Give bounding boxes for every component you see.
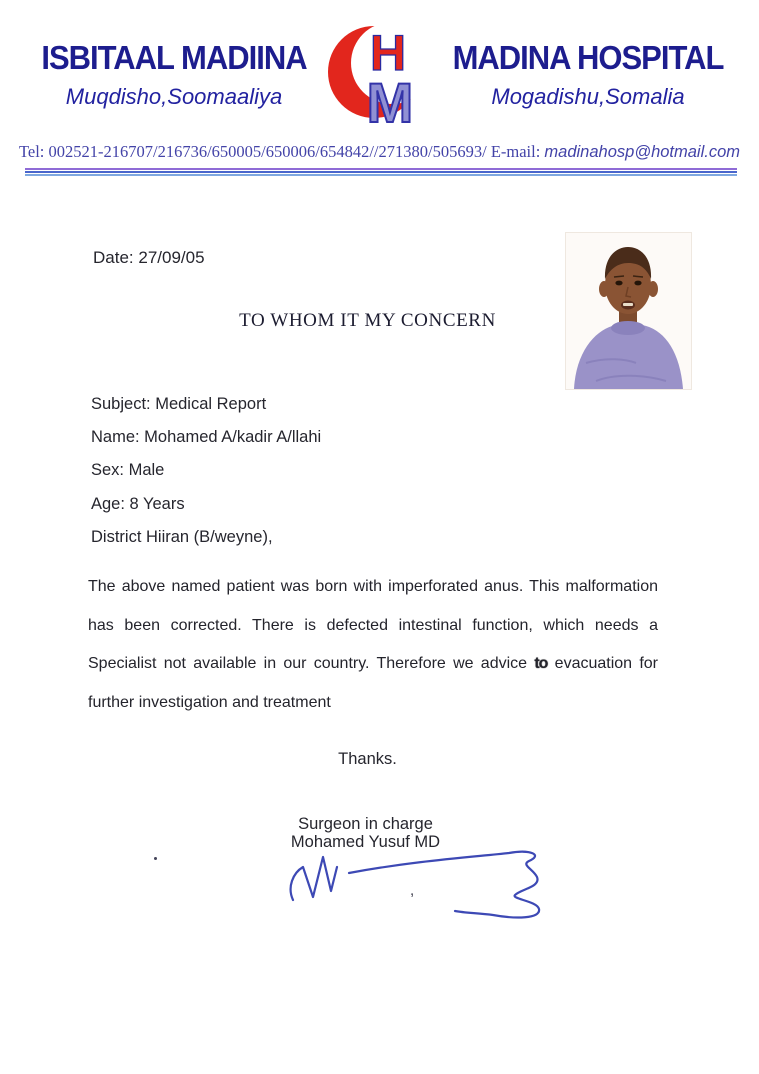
info-line: Age: 8 Years <box>91 494 185 513</box>
logo-letter-m: M <box>366 71 414 134</box>
email-address: madinahosp@hotmail.com <box>544 143 741 161</box>
signature-title: Surgeon in charge <box>298 815 433 833</box>
letterhead-left <box>28 40 320 110</box>
divider-line-3 <box>25 174 737 176</box>
info-line: Sex: Male <box>91 461 165 480</box>
hospital-city-somali: Muqdisho,Soomaaliya <box>65 84 283 109</box>
email-label: E-mail: <box>490 142 541 161</box>
signature-name: Mohamed Yusuf MD <box>290 833 441 851</box>
signature-ink-icon <box>283 845 565 940</box>
body-text-1: The above named patient was born with imperforated anus. This malformation has been corrected. There is defected intestinal function, which needs a Specialist not available in our country. Therefore we advice <box>88 578 658 673</box>
info-line: Name: Mohamed A/kadir A/llahi <box>91 428 322 447</box>
hospital-name-english: MADINA HOSPITAL <box>452 38 724 77</box>
report-body <box>88 568 658 722</box>
header-divider <box>25 168 737 176</box>
divider-line-1 <box>25 168 737 170</box>
tel-label: Tel: <box>18 142 45 161</box>
date-line <box>93 248 205 268</box>
hospital-name-somali: ISBITAAL MADIINA <box>41 38 307 77</box>
closing-thanks: Thanks. <box>338 750 397 768</box>
date-label: Date: <box>93 248 134 267</box>
scan-speck: , <box>410 882 415 899</box>
contact-line <box>0 142 759 162</box>
divider-line-2 <box>25 171 737 173</box>
date-value: 27/09/05 <box>138 248 205 267</box>
logo-letter-h: H <box>369 25 407 81</box>
crescent-hm-icon <box>318 6 442 138</box>
salutation: TO WHOM IT MY CONCERN <box>239 310 496 331</box>
hospital-logo <box>318 6 442 138</box>
letterhead-right <box>438 40 738 110</box>
tel-numbers: 002521-216707/216736/650005/650006/654842//271380/505693/ <box>48 142 487 161</box>
scan-speck <box>154 857 157 860</box>
patient-info <box>91 388 321 554</box>
info-line: District Hiiran (B/weyne), <box>91 527 273 546</box>
hospital-city-english: Mogadishu,Somalia <box>491 84 685 109</box>
handwritten-signature <box>283 845 565 940</box>
info-line: Subject: Medical Report <box>91 395 267 413</box>
body-text-2: evacuation for further investigation and treatment <box>88 655 659 711</box>
body-bold-word: to <box>534 655 548 673</box>
